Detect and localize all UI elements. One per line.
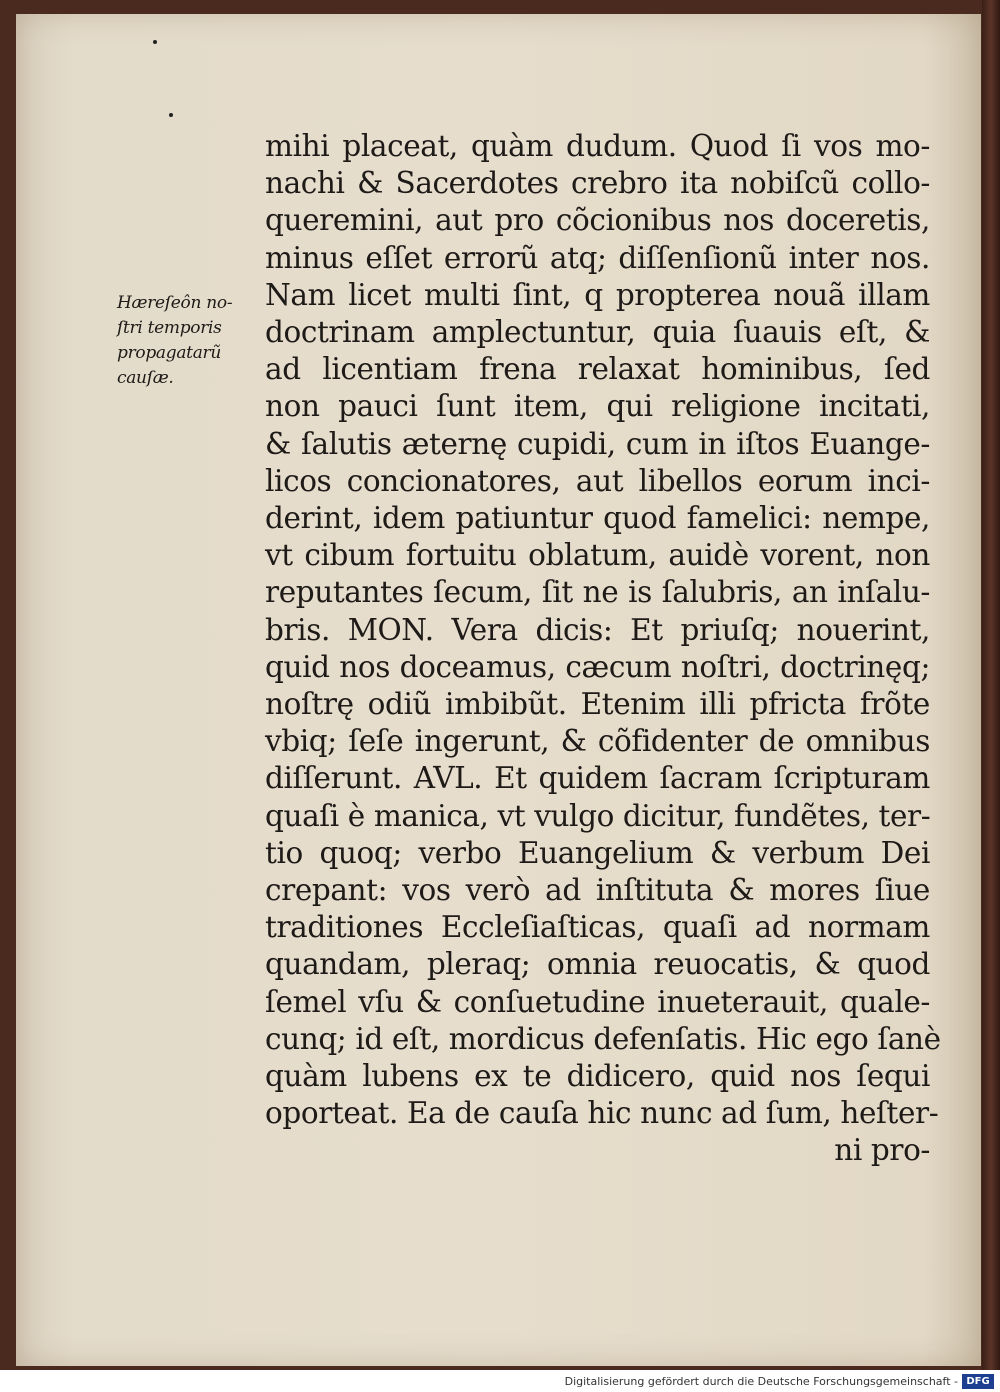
text-line: & ſalutis æternę cupidi, cum in iſtos Euange- — [265, 426, 930, 461]
ink-speck — [153, 40, 157, 44]
ink-speck — [169, 113, 173, 117]
footer-credit: Digitalisierung gefördert durch die Deutsche Forschungsgemeinschaft - — [564, 1375, 958, 1388]
text-line: non pauci ſunt item, qui religione incitati, — [265, 389, 930, 424]
text-line: reputantes ſecum, ſit ne is ſalubris, an inſalu- — [265, 575, 930, 610]
text-line: cunq; id eſt, mordicus defenſatis. Hic ego ſanè — [265, 1021, 941, 1056]
text-line: nachi & Sacerdotes crebro ita nobiſcũ collo- — [265, 166, 930, 201]
main-text-block — [265, 128, 941, 1170]
text-line: tio quoq; verbo Euangelium & verbum Dei — [265, 835, 930, 870]
text-line: crepant: vos verò ad inſtituta & mores ſiue — [265, 873, 930, 908]
marginal-note-line: propagatarũ — [117, 343, 222, 363]
text-line: diſſerunt. AVL. Et quidem ſacram ſcripturam — [265, 761, 930, 796]
text-line: queremini, aut pro cõcionibus nos doceretis, — [265, 203, 930, 238]
book-spine-edge — [982, 0, 1000, 1370]
catchword: ni pro- — [834, 1133, 930, 1168]
text-line: quid nos doceamus, cæcum noſtri, doctrinęq; — [265, 649, 930, 684]
digitization-footer — [0, 1372, 1000, 1392]
text-line: doctrinam amplectuntur, quia ſuauis eſt, & — [265, 315, 930, 350]
text-line: licos concionatores, aut libellos eorum inci- — [265, 463, 930, 498]
text-line: vt cibum fortuitu oblatum, auidè vorent, non — [265, 538, 930, 573]
text-line: vbiq; ſeſe ingerunt, & cõfidenter de omnibus — [265, 724, 930, 759]
text-line: quaſi è manica, vt vulgo dicitur, fundẽtes, ter- — [265, 798, 931, 833]
marginal-note-line: Hæreſeôn no- — [117, 293, 233, 313]
text-line: quandam, pleraq; omnia reuocatis, & quod — [265, 947, 930, 982]
marginal-note-line: cauſæ. — [117, 368, 174, 388]
text-line: quàm lubens ex te didicero, quid nos ſequi — [265, 1059, 930, 1094]
text-line: traditiones Eccleſiaſticas, quaſi ad normam — [265, 910, 930, 945]
text-line: ſemel vſu & conſuetudine inueterauit, quale- — [265, 984, 930, 1019]
text-line: Nam licet multi ſint, q propterea nouã illam — [265, 277, 930, 312]
marginal-note-line: ſtri temporis — [117, 318, 222, 338]
text-line: bris. MON. Vera dicis: Et priuſq; nouerint, — [265, 612, 930, 647]
text-line: mihi placeat, quàm dudum. Quod ſi vos mo- — [265, 129, 930, 163]
text-line: oporteat. Ea de cauſa hic nunc ad ſum, heſter- — [265, 1096, 939, 1131]
text-line: minus eſſet errorũ atq; diſſenſionũ inter nos. — [265, 240, 930, 275]
marginal-note — [117, 291, 257, 391]
text-line: noſtrę odiũ imbibũt. Etenim illi pfricta frõte — [265, 687, 930, 722]
dfg-logo-icon: DFG — [962, 1374, 994, 1389]
text-line: ad licentiam frena relaxat hominibus, ſed — [265, 352, 930, 387]
text-line: derint, idem patiuntur quod famelici: nempe, — [265, 501, 930, 536]
